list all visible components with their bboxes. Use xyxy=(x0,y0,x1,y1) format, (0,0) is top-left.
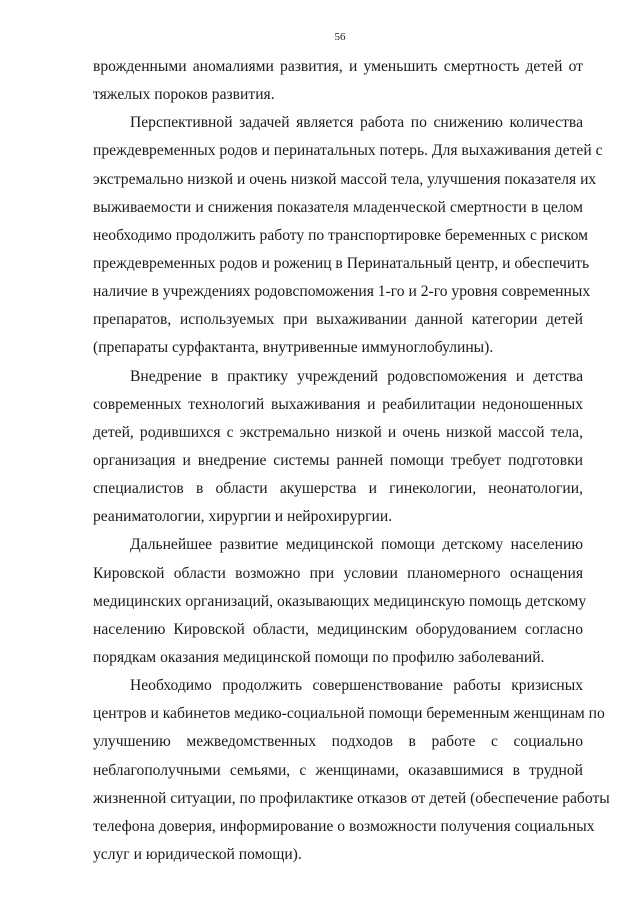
text-line: населению Кировской области, медицинским оборудованием согласно xyxy=(93,620,583,638)
text-line: выживаемости и снижения показателя младенческой смертности в целом xyxy=(93,198,583,216)
paragraph xyxy=(93,53,583,109)
text-line: препаратов, используемых при выхаживании данной категории детей xyxy=(93,311,583,329)
text-line: Дальнейшее развитие медицинской помощи детскому населению xyxy=(130,536,583,554)
paragraph xyxy=(93,531,587,672)
document-body xyxy=(93,53,610,869)
text-line: врожденными аномалиями развития, и уменьшить смертность детей от xyxy=(93,58,583,75)
text-line: (препараты сурфактанта, внутривенные иммуноглобулины). xyxy=(93,339,494,357)
text-line: Кировской области возможно при условии планомерного оснащения xyxy=(93,564,583,582)
text-line: Перспективной задачей является работа по снижению количества xyxy=(130,114,583,132)
text-line: преждевременных родов и рожениц в Перинатальный центр, и обеспечить xyxy=(93,254,590,272)
paragraph xyxy=(93,672,610,869)
text-line: преждевременных родов и перинатальных потерь. Для выхаживания детей с xyxy=(93,142,603,160)
text-line: специалистов в области акушерства и гинекологии, неонатологии, xyxy=(93,480,583,498)
text-line: организация и внедрение системы ранней помощи требует подготовки xyxy=(93,451,583,469)
text-line: жизненной ситуации, по профилактике отказов от детей (обеспечение работы xyxy=(93,789,610,807)
text-line: медицинских организаций, оказывающих медицинскую помощь детскому xyxy=(93,592,587,610)
text-line: Необходимо продолжить совершенствование работы кризисных xyxy=(130,677,583,695)
text-line: телефона доверия, информирование о возможности получения социальных xyxy=(93,817,595,835)
text-line: необходимо продолжить работу по транспортировке беременных с риском xyxy=(93,226,589,244)
text-line: экстремально низкой и очень низкой массой тела, улучшения показателя их xyxy=(93,170,597,188)
text-line: наличие в учреждениях родовспоможения 1-го и 2-го уровня современных xyxy=(93,283,591,301)
text-line: Внедрение в практику учреждений родовспоможения и детства xyxy=(130,367,583,385)
text-line: порядкам оказания медицинской помощи по профилю заболеваний. xyxy=(93,648,545,666)
text-line: тяжелых пороков развития. xyxy=(93,86,275,104)
paragraph xyxy=(93,109,603,362)
text-line: неблагополучными семьями, с женщинами, оказавшимися в трудной xyxy=(93,761,583,779)
text-line: детей, родившихся с экстремально низкой и очень низкой массой тела, xyxy=(93,423,583,441)
text-line: центров и кабинетов медико-социальной помощи беременным женщинам по xyxy=(93,705,605,723)
text-line: современных технологий выхаживания и реабилитации недоношенных xyxy=(93,395,583,413)
text-line: услуг и юридической помощи). xyxy=(93,845,302,863)
paragraph xyxy=(93,363,583,532)
text-line: реаниматологии, хирургии и нейрохирургии. xyxy=(93,508,393,526)
text-line: улучшению межведомственных подходов в работе с социально xyxy=(93,733,583,751)
page-number: 56 xyxy=(334,31,346,43)
